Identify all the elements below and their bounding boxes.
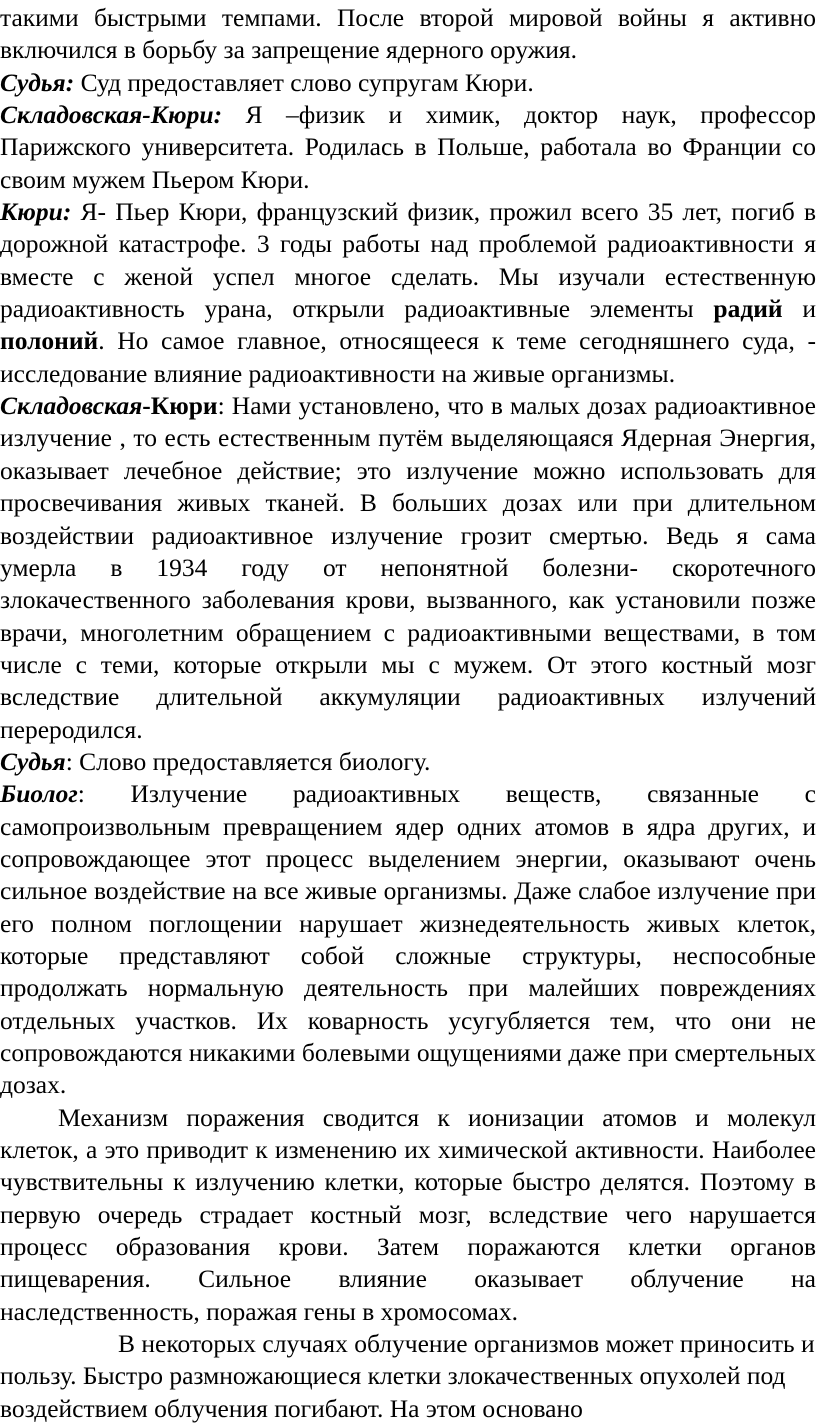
paragraph-text: : Нами установлено, что в малых дозах радиоактивное излучение , то есть естественным путём выделяющаяся Ядерная Энергия, оказывает лечебное действие; это излучение можно использовать для просвечивания живых тканей. В больших дозах или при длительном воздействии радиоактивное излучение грозит смертью. Ведь я сама умерла в 1934 году от непонятной болезни- скоротечного злокачественного заболевания крови, вызванного, как установили позже врачи, многолетним обращением с радиоактивными веществами, в том числе с теми, которые открыли мы с мужем. От этого костный мозг вследствие длительной аккумуляции радиоактивных излучений переродился. (0, 391, 816, 744)
paragraph-mechanism (0, 1102, 816, 1328)
paragraph-text: : Слово предоставляется биологу. (65, 746, 431, 776)
paragraph-biologist (0, 778, 816, 1101)
paragraph-text: : Излучение радиоактивных веществ, связанные с самопроизвольным превращением ядер одних атомов в ядра других, и сопровождающее этот процесс выделением энергии, оказывают очень сильное воздействие на все живые организмы. Даже слабое излучение при его полном поглощении нарушает жизнедеятельность живых клеток, которые представляют собой сложные структуры, неспособные продолжать нормальную деятельность при малейших повреждениях отдельных участков. Их коварность усугубляется тем, что они не сопровождаются никакими болевыми ощущениями даже при смертельных дозах. (0, 779, 816, 1100)
paragraph-text: . Но самое главное, относящееся к теме сегодняшнего суда, - исследование влияние радиоактивности на живые организмы. (0, 326, 816, 388)
paragraph-judge-2 (0, 746, 816, 778)
speaker-label-biologist: Биолог (0, 779, 78, 809)
speaker-label-sklodowska-italic: Складовская (0, 391, 143, 421)
paragraph-text: В некоторых случаях облучение организмов может приносить и пользу. Быстро размножающиеся клетки злокачественных опухолей под воздействием облучения погибают. На этом основано (0, 1329, 815, 1423)
paragraph-sklodowska-2 (0, 390, 816, 746)
paragraph-intro (0, 2, 816, 67)
paragraph-text: Я –физик и химик, доктор наук, профессор Парижского университета. Родилась в Польше, работала во Франции со своим мужем Пьером Кюри. (0, 100, 816, 194)
paragraph-benefit (0, 1328, 816, 1425)
element-name-radium: радий (713, 294, 783, 324)
paragraph-judge-1 (0, 67, 816, 99)
speaker-label-sklodowska-bold: -Кюри (142, 391, 218, 421)
element-name-polonium: полоний (0, 326, 99, 356)
speaker-label-curie: Кюри: (0, 197, 72, 227)
speaker-label-judge: Судья: (0, 67, 75, 97)
paragraph-text: такими быстрыми темпами. После второй мировой войны я активно включился в борьбу за запрещение ядерного оружия. (0, 3, 816, 65)
paragraph-text: Суд предоставляет слово супругам Кюри. (74, 67, 534, 97)
paragraph-curie (0, 196, 816, 390)
speaker-label-judge: Судья (0, 746, 66, 776)
paragraph-text: и (782, 294, 816, 324)
paragraph-sklodowska-1 (0, 99, 816, 196)
paragraph-text: Механизм поражения сводится к ионизации атомов и молекул клеток, а это приводит к изменению их химической активности. Наиболее чувствительны к излучению клетки, которые быстро делятся. Поэтому в первую очередь страдает костный мозг, вследствие чего нарушается процесс образования крови. Затем поражаются клетки органов пищеварения. Сильное влияние оказывает облучение на наследственность, поражая гены в хромосомах. (0, 1102, 816, 1326)
speaker-label-sklodowska: Складовская-Кюри: (0, 100, 223, 130)
paragraph-text: Я- Пьер Кюри, французский физик, прожил всего 35 лет, погиб в дорожной катастрофе. 3 годы работы над проблемой радиоактивности я вместе с женой успел многое сделать. Мы изучали естественную радиоактивность урана, открыли радиоактивные элементы (0, 197, 816, 324)
